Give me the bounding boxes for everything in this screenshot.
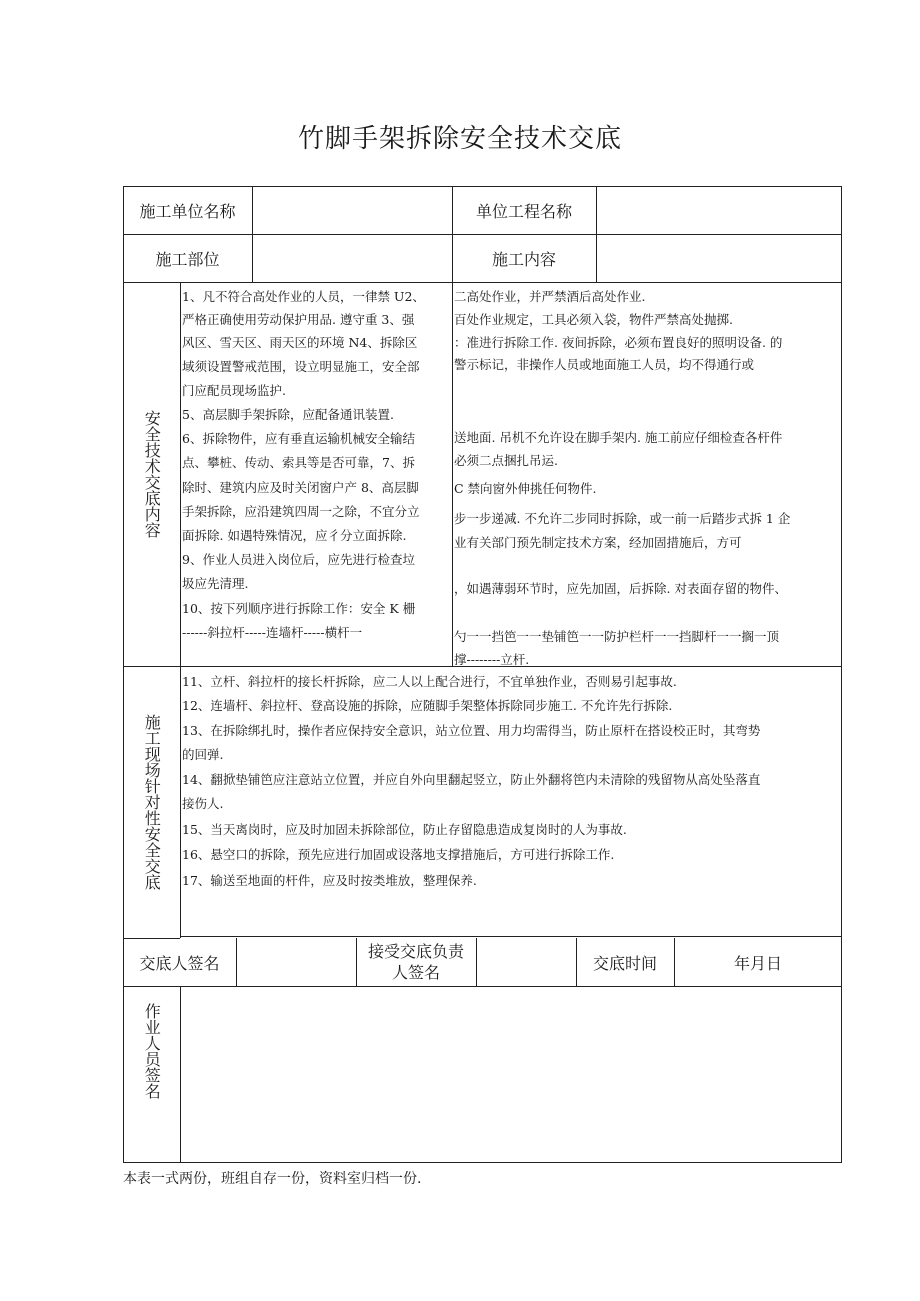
construction-part-label: 施工部位: [155, 249, 220, 269]
safety-right-line: 必须二点捆扎吊运.: [454, 453, 558, 468]
unit-name-label: 施工单位名称: [139, 201, 236, 221]
safety-left-line: 点、攀桩、传动、索具等是否可靠，7、拆: [182, 455, 415, 470]
site-section-label: [123, 666, 180, 938]
safety-left-line: 圾应先清理.: [182, 576, 249, 591]
workers-signature-label: [123, 986, 180, 1116]
presenter-signature-label: 交底人签名: [139, 953, 220, 973]
site-line: 13、在拆除绑扎时，操作者应保持安全意识，站立位置、用力均需得当，防止原杆在搭设校正时，其弯势: [182, 723, 761, 738]
column-divider: [452, 282, 453, 666]
safety-right-line: 业有关部门预先制定技术方案，经加固措施后，方可: [454, 535, 742, 550]
workers-signature-label-text: 作业人员签名: [142, 1003, 162, 1099]
site-line: 接伤人.: [182, 796, 224, 811]
safety-section-label: [123, 282, 180, 666]
column-divider: [180, 282, 181, 938]
receiver-signature-label-line2: 人签名: [391, 963, 440, 982]
safety-left-line: 手架拆除，应沿建筑四周一之除，不宜分立: [182, 504, 420, 519]
safety-left-line: 9、作业人员进入岗位后，应先进行检查垃: [182, 552, 415, 567]
site-line: 15、当天离岗时，应及时加固未拆除部位，防止存留隐患造成复岗时的人为事故.: [182, 822, 627, 837]
safety-left-line: 6、拆除物件，应有垂直运输机械安全输结: [182, 431, 415, 446]
safety-right-line: 百处作业规定，工具必须入袋，物件严禁高处抛掷.: [454, 312, 733, 327]
row-divider: [123, 282, 842, 283]
safety-left-line: 风区、雪天区、雨天区的环境 N4、拆除区: [182, 335, 418, 350]
footer-note: 本表一式两份，班组自存一份，资料室归档一份.: [123, 1171, 422, 1187]
unit-name-field[interactable]: [252, 186, 452, 234]
safety-left-line: 面拆除. 如遇特殊情况，应彳分立面拆除.: [182, 528, 407, 543]
safety-right-line: 步一步递减. 不允许二步同时拆除，或一前一后踏步式拆 1 企: [454, 511, 791, 526]
presenter-signature-field[interactable]: [236, 938, 356, 986]
site-line: 12、连墙杆、斜拉杆、登高设施的拆除，应随脚手架整体拆除同步施工. 不允许先行拆除.: [182, 698, 673, 713]
site-line: 17、输送至地面的杆件，应及时按类堆放，整理保养.: [182, 873, 477, 888]
safety-section-label-text: 安全技术交底内容: [142, 410, 162, 538]
safety-left-line: ------斜拉杆-----连墙杆-----横杆一: [182, 625, 363, 640]
document-title: 竹脚手架拆除安全技术交底: [297, 124, 622, 154]
site-line: 14、翻掀垫铺笆应注意站立位置，并应自外向里翻起竖立，防止外翻将笆内未清除的残留物从高处坠落直: [182, 772, 761, 787]
safety-right-line: 二高处作业，并严禁酒后高处作业.: [454, 289, 646, 304]
handover-time-label: 交底时间: [592, 953, 657, 973]
safety-left-line: 除时、建筑内应及时关闭窗户产 8、高层脚: [182, 480, 419, 495]
construction-content-label: 施工内容: [491, 249, 556, 269]
row-divider: [180, 936, 842, 937]
construction-content-field[interactable]: [596, 234, 842, 282]
safety-right-line: ：准进行拆除工作. 夜间拆除，必须布置良好的照明设备. 的: [454, 335, 783, 350]
site-line: 11、立杆、斜拉杆的接长杆拆除，应二人以上配合进行，不宜单独作业，否则易引起事故.: [182, 674, 677, 689]
safety-right-line: 撑--------立杆.: [454, 652, 530, 667]
project-name-label: 单位工程名称: [475, 201, 572, 221]
safety-left-line: 门应配员现场监护.: [182, 383, 286, 398]
safety-left-line: 10、按下列顺序进行拆除工作：安全 K 栅: [182, 601, 416, 616]
safety-left-line: 域须设置警戒范围，设立明显施工，安全部: [182, 359, 420, 374]
safety-left-line: 1、凡不符合高处作业的人员，一律禁 U2、: [182, 289, 425, 304]
receiver-signature-label-line1: 接受交底负责: [367, 942, 464, 961]
site-section-label-text: 施工现场针对性安全交底: [142, 714, 162, 890]
receiver-signature-label: [356, 938, 476, 986]
safety-right-line: 送地面. 吊机不允许设在脚手架内. 施工前应仔细检查各杆件: [454, 430, 783, 445]
handover-time-field[interactable]: 年月日: [733, 953, 782, 973]
construction-part-field[interactable]: [252, 234, 452, 282]
receiver-signature-field[interactable]: [476, 938, 576, 986]
site-line: 的回弹.: [182, 747, 224, 762]
safety-right-line: 勺一一挡笆一一垫铺笆一一防护栏杆一一挡脚杆一一搁一顶: [454, 629, 780, 644]
safety-right-line: ，如遇薄弱环节时，应先加固，后拆除. 对表面存留的物件、: [454, 581, 787, 596]
safety-right-line: 警示标记，非操作人员或地面施工人员，均不得通行或: [454, 357, 755, 372]
safety-left-line: 5、高层脚手架拆除，应配备通讯装置.: [182, 407, 394, 422]
safety-left-line: 严格正确使用劳动保护用品. 遵守重 3、强: [182, 312, 415, 327]
site-line: 16、悬空口的拆除，预先应进行加固或设落地支撑措施后，方可进行拆除工作.: [182, 847, 615, 862]
safety-right-line: C 禁向窗外伸挑任何物件.: [454, 481, 597, 496]
workers-signature-field[interactable]: [180, 986, 842, 1163]
project-name-field[interactable]: [596, 186, 842, 234]
